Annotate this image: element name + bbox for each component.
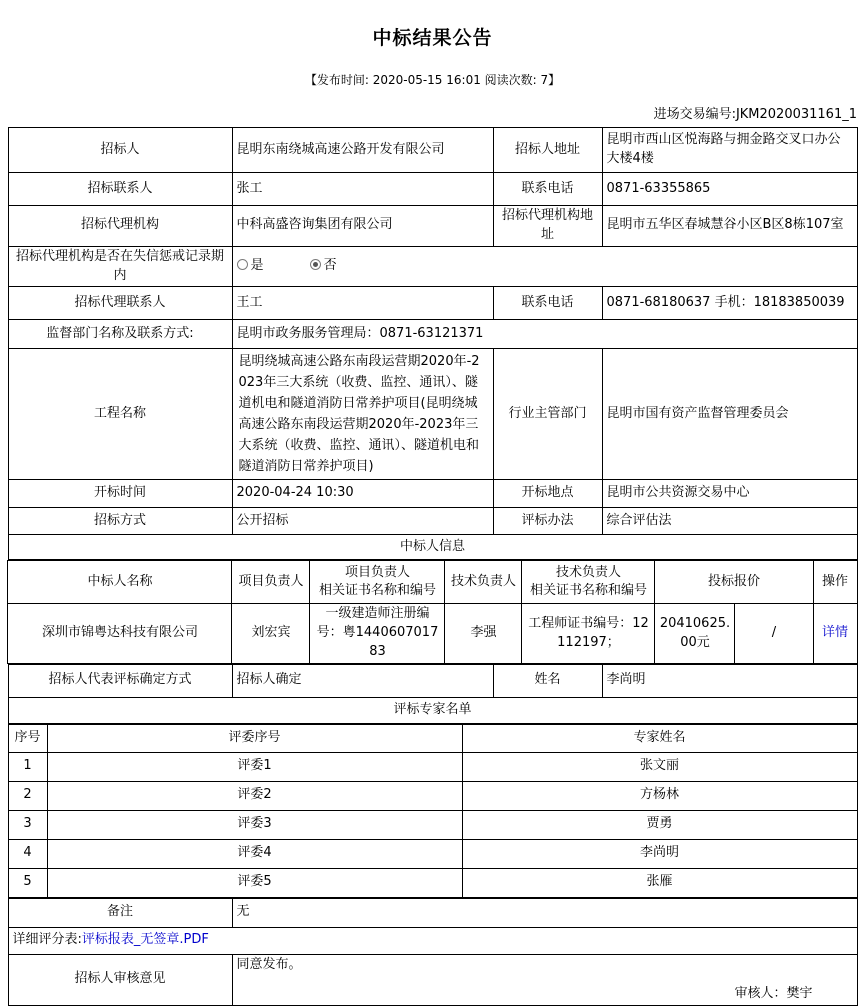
expert-name: 贾勇 xyxy=(462,810,857,839)
determination-label: 招标人代表评标确定方式 xyxy=(8,664,232,697)
agency-addr-value: 昆明市五华区春城慧谷小区B区8栋107室 xyxy=(602,206,857,247)
radio-no-icon[interactable] xyxy=(310,259,321,270)
tender-method-value: 公开招标 xyxy=(232,508,493,535)
table-row xyxy=(8,287,857,320)
tenderer-label: 招标人 xyxy=(8,128,232,173)
table-row xyxy=(8,173,857,206)
table-row xyxy=(8,508,857,535)
winner-name-header: 中标人名称 xyxy=(8,561,232,604)
radio-yes-icon[interactable] xyxy=(237,259,248,270)
expert-name: 李尚明 xyxy=(462,839,857,868)
expert-no: 3 xyxy=(8,810,47,839)
review-opinion-cell xyxy=(232,954,857,1005)
table-row xyxy=(8,349,857,480)
table-row xyxy=(8,480,857,508)
publish-info: 【发布时间: 2020-05-15 16:01 阅读次数: 7】 xyxy=(304,73,561,87)
expert-committee: 评委1 xyxy=(47,752,462,781)
pm-cert-header-line1: 项目负责人 xyxy=(344,564,410,580)
open-place-value: 昆明市公共资源交易中心 xyxy=(602,480,857,508)
tech-cert-header xyxy=(522,561,655,604)
supervisor-label: 监督部门名称及联系方式: xyxy=(8,320,232,349)
radio-no-label: 否 xyxy=(323,258,337,274)
expert-row xyxy=(8,781,857,810)
agency-label: 招标代理机构 xyxy=(8,206,232,247)
tech-header: 技术负责人 xyxy=(445,561,522,604)
review-opinion-text: 同意发布。 xyxy=(236,956,302,972)
dishonesty-value-cell xyxy=(232,246,857,287)
pm-cert-header xyxy=(310,561,445,604)
expert-name-header: 专家姓名 xyxy=(462,724,857,752)
tender-method-label: 招标方式 xyxy=(8,508,232,535)
expert-committee: 评委5 xyxy=(47,868,462,897)
dishonesty-label: 招标代理机构是否在失信惩戒记录期内 xyxy=(8,246,232,287)
page-title: 中标结果公告 xyxy=(372,27,493,49)
tech-cert-header-line2: 相关证书名称和编号 xyxy=(529,583,647,599)
expert-no: 4 xyxy=(8,839,47,868)
experts-section-title: 评标专家名单 xyxy=(8,697,857,723)
project-name-value: 昆明绕城高速公路东南段运营期2020年-2023年三大系统（收费、监控、通讯）、隧道机电和隧道消防日常养护项目(昆明绕城高速公路东南段运营期2020年-2023年三大系统（收费、监控、通讯）、隧道机电和隧道消防日常养护项目) xyxy=(232,349,493,480)
winner-name-value: 深圳市锦粤达科技有限公司 xyxy=(8,604,232,664)
main-info-table xyxy=(8,127,858,560)
remark-label: 备注 xyxy=(8,898,232,927)
radio-option-no[interactable] xyxy=(310,257,337,276)
expert-no: 5 xyxy=(8,868,47,897)
table-row xyxy=(8,927,857,954)
expert-no-header: 序号 xyxy=(8,724,47,752)
table-row xyxy=(8,697,857,723)
industry-dept-value: 昆明市国有资产监督管理委员会 xyxy=(602,349,857,480)
experts-table xyxy=(8,724,858,898)
open-place-label: 开标地点 xyxy=(493,480,602,508)
industry-dept-label: 行业主管部门 xyxy=(493,349,602,480)
tech-cert-value: 工程师证书编号：12112197； xyxy=(522,604,655,664)
expert-row xyxy=(8,868,857,897)
pm-header: 项目负责人 xyxy=(232,561,310,604)
expert-no: 2 xyxy=(8,781,47,810)
table-row xyxy=(8,535,857,560)
agency-phone-label: 联系电话 xyxy=(493,287,602,320)
pm-value: 刘宏宾 xyxy=(232,604,310,664)
supervisor-value: 昆明市政务服务管理局：0871-63121371 xyxy=(232,320,857,349)
table-row xyxy=(8,954,857,1005)
determination-table xyxy=(8,664,858,724)
trade-number: 进场交易编号:JKM2020031161_1 xyxy=(653,107,857,122)
eval-method-label: 评标办法 xyxy=(493,508,602,535)
winner-data-row xyxy=(8,604,857,664)
expert-row xyxy=(8,752,857,781)
tech-cert-header-line1: 技术负责人 xyxy=(555,564,621,580)
winner-table xyxy=(7,560,857,664)
rep-name-label: 姓名 xyxy=(493,664,602,697)
open-time-value: 2020-04-24 10:30 xyxy=(232,480,493,508)
price-slash: / xyxy=(735,604,813,664)
experts-header-row xyxy=(8,724,857,752)
expert-committee: 评委2 xyxy=(47,781,462,810)
expert-row xyxy=(8,810,857,839)
expert-name: 张文丽 xyxy=(462,752,857,781)
tenderer-addr-label: 招标人地址 xyxy=(493,128,602,173)
agency-addr-label: 招标代理机构地址 xyxy=(493,206,602,247)
tender-contact-value: 张工 xyxy=(232,173,493,206)
radio-option-yes[interactable] xyxy=(237,257,264,276)
table-row xyxy=(8,320,857,349)
rep-name-value: 李尚明 xyxy=(602,664,857,697)
expert-name: 方杨林 xyxy=(462,781,857,810)
reviewer-name: 审核人：樊宇 xyxy=(734,986,813,1002)
expert-name: 张雁 xyxy=(462,868,857,897)
agency-contact-value: 王工 xyxy=(232,287,493,320)
table-row xyxy=(8,664,857,697)
winner-header-row xyxy=(8,561,857,604)
table-row xyxy=(8,898,857,927)
phone-value: 0871-63355865 xyxy=(602,173,857,206)
review-opinion-label: 招标人审核意见 xyxy=(8,954,232,1005)
tech-value: 李强 xyxy=(445,604,522,664)
agency-phone-value: 0871-68180637 手机：18183850039 xyxy=(602,287,857,320)
expert-no: 1 xyxy=(8,752,47,781)
eval-method-value: 综合评估法 xyxy=(602,508,857,535)
score-sheet-cell xyxy=(8,927,857,954)
table-row xyxy=(8,206,857,247)
agency-contact-label: 招标代理联系人 xyxy=(8,287,232,320)
table-row xyxy=(8,246,857,287)
score-sheet-label: 详细评分表: xyxy=(12,932,82,948)
agency-value: 中科高盛咨询集团有限公司 xyxy=(232,206,493,247)
tenderer-addr-value: 昆明市西山区悦海路与拥金路交叉口办公大楼4楼 xyxy=(602,128,857,173)
price-value: 20410625.00元 xyxy=(655,604,735,664)
expert-committee: 评委3 xyxy=(47,810,462,839)
phone-label: 联系电话 xyxy=(493,173,602,206)
project-name-label: 工程名称 xyxy=(8,349,232,480)
score-sheet-pdf-link[interactable]: 评标报表_无签章.PDF xyxy=(81,932,209,948)
committee-header: 评委序号 xyxy=(47,724,462,752)
winner-section-title: 中标人信息 xyxy=(8,535,857,560)
open-time-label: 开标时间 xyxy=(8,480,232,508)
expert-committee: 评委4 xyxy=(47,839,462,868)
tender-contact-label: 招标联系人 xyxy=(8,173,232,206)
remark-value: 无 xyxy=(232,898,857,927)
expert-row xyxy=(8,839,857,868)
determination-value: 招标人确定 xyxy=(232,664,493,697)
detail-link-cell xyxy=(813,604,857,664)
pm-cert-header-line2: 相关证书名称和编号 xyxy=(318,583,436,599)
price-header: 投标报价 xyxy=(655,561,813,604)
radio-yes-label: 是 xyxy=(250,258,264,274)
pm-cert-value: 一级建造师注册编号：粤144060701783 xyxy=(310,604,445,664)
action-header: 操作 xyxy=(813,561,857,604)
table-row xyxy=(8,128,857,173)
tenderer-value: 昆明东南绕城高速公路开发有限公司 xyxy=(232,128,493,173)
detail-link[interactable]: 详情 xyxy=(821,625,848,641)
